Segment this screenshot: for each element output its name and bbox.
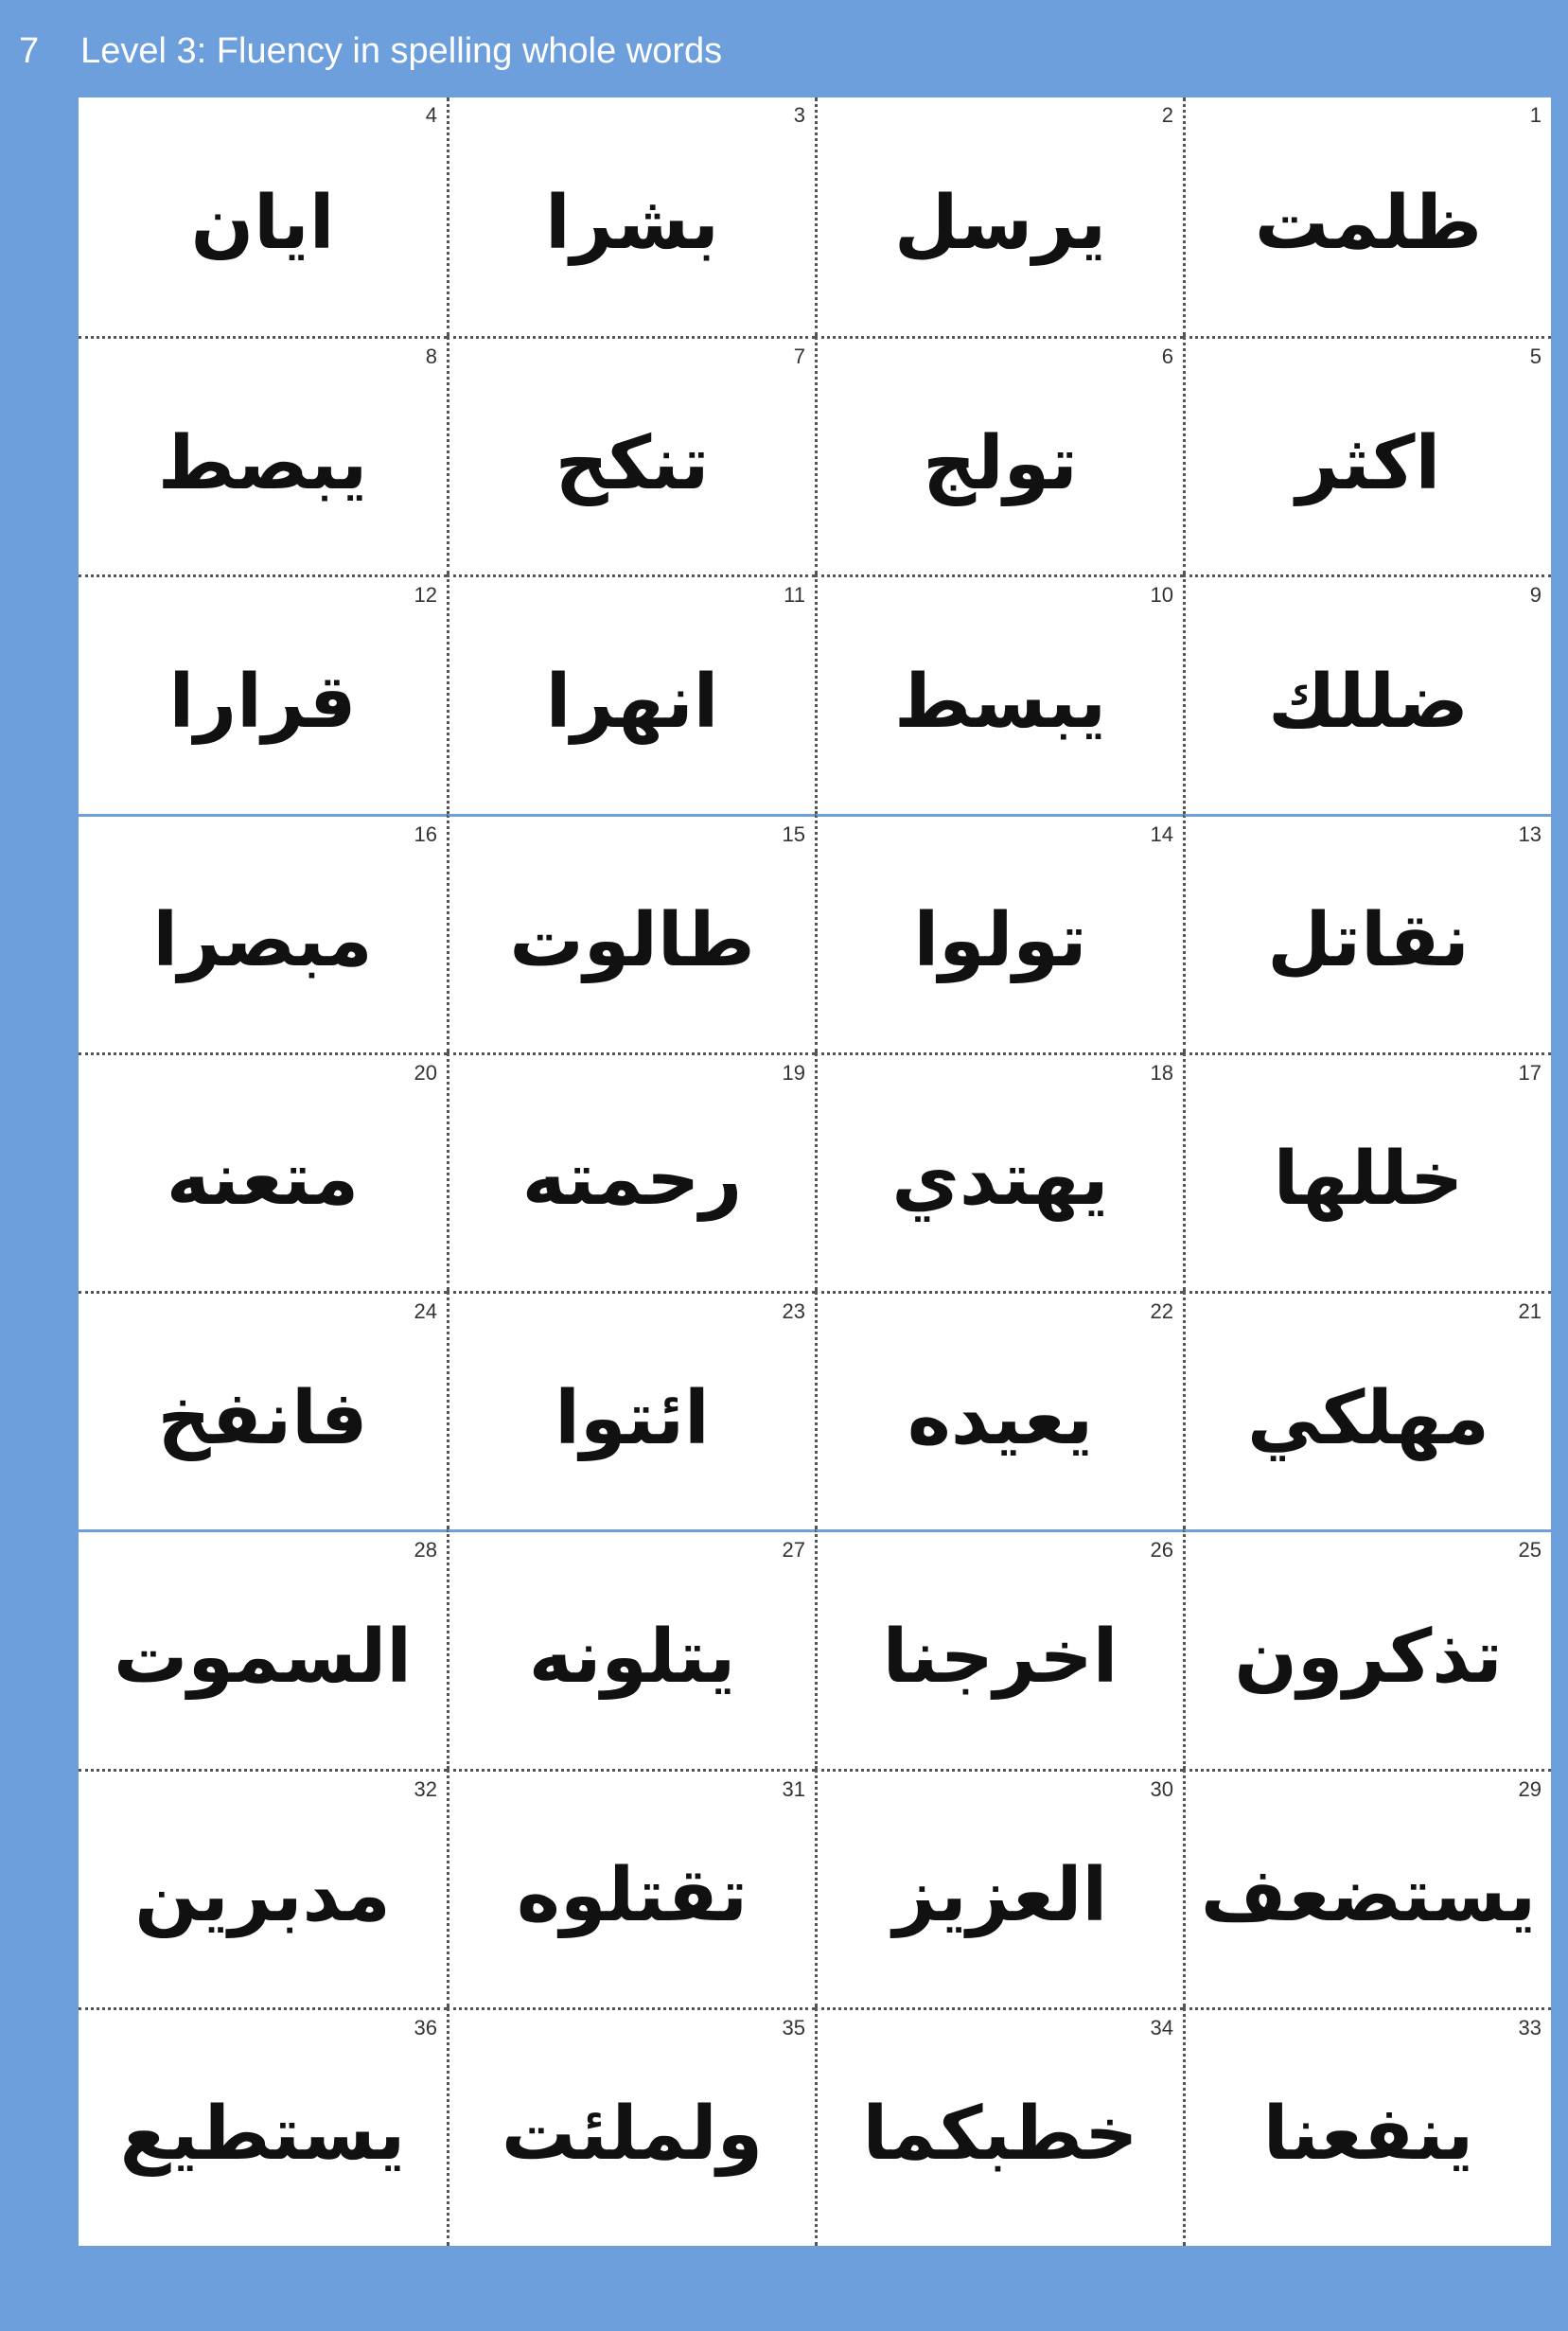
card-word: يبصط bbox=[157, 420, 368, 506]
word-card bbox=[447, 1052, 815, 1291]
card-number: 12 bbox=[414, 583, 437, 608]
word-card bbox=[79, 1529, 447, 1768]
card-number: 18 bbox=[1150, 1060, 1173, 1085]
card-number: 21 bbox=[1518, 1299, 1542, 1324]
card-word: ايان bbox=[190, 181, 335, 267]
word-card bbox=[447, 336, 815, 574]
card-word: مهلكي bbox=[1247, 1375, 1489, 1461]
word-card bbox=[1183, 574, 1551, 813]
card-number: 2 bbox=[1161, 103, 1173, 127]
card-number: 19 bbox=[782, 1060, 805, 1085]
card-word: رحمته bbox=[521, 1137, 743, 1223]
card-word: اكثر bbox=[1295, 420, 1441, 506]
card-number: 32 bbox=[414, 1776, 437, 1801]
word-card bbox=[1183, 1291, 1551, 1529]
card-word: يستطيع bbox=[119, 2092, 406, 2178]
word-card bbox=[815, 1052, 1183, 1291]
word-card bbox=[79, 1291, 447, 1529]
card-word: تولوا bbox=[913, 898, 1087, 984]
card-word: تذكرون bbox=[1234, 1614, 1503, 1700]
card-number: 7 bbox=[793, 344, 805, 369]
card-word: ائتوا bbox=[555, 1375, 710, 1461]
card-number: 8 bbox=[425, 344, 437, 369]
card-word: بشرا bbox=[545, 181, 719, 267]
card-word: تنكح bbox=[555, 420, 710, 506]
card-word: نقاتل bbox=[1267, 898, 1470, 984]
card-word: قرارا bbox=[168, 660, 357, 746]
card-number: 15 bbox=[782, 821, 805, 846]
word-card bbox=[79, 574, 447, 813]
card-word: خللها bbox=[1273, 1137, 1464, 1223]
card-number: 31 bbox=[782, 1776, 805, 1801]
card-word: يستضعف bbox=[1200, 1853, 1537, 1939]
card-number: 24 bbox=[414, 1299, 437, 1324]
word-card bbox=[79, 97, 447, 336]
word-card bbox=[1183, 1052, 1551, 1291]
card-number: 14 bbox=[1150, 821, 1173, 846]
card-word: فانفخ bbox=[157, 1375, 368, 1461]
card-word: يبسط bbox=[893, 660, 1107, 746]
word-card bbox=[79, 814, 447, 1052]
card-number: 30 bbox=[1150, 1776, 1173, 1801]
word-card bbox=[79, 2007, 447, 2246]
card-number: 25 bbox=[1518, 1538, 1542, 1563]
card-word: يرسل bbox=[893, 181, 1107, 267]
card-word: اخرجنا bbox=[882, 1614, 1119, 1700]
card-number: 1 bbox=[1529, 103, 1542, 127]
card-number: 27 bbox=[782, 1538, 805, 1563]
card-word: السموت bbox=[114, 1614, 412, 1700]
word-card bbox=[1183, 1529, 1551, 1768]
card-number: 34 bbox=[1150, 2015, 1173, 2040]
word-card bbox=[815, 1529, 1183, 1768]
card-number: 29 bbox=[1518, 1776, 1542, 1801]
card-number: 33 bbox=[1518, 2015, 1542, 2040]
card-number: 9 bbox=[1529, 583, 1542, 608]
word-card bbox=[815, 2007, 1183, 2246]
word-card bbox=[815, 574, 1183, 813]
card-word: يعيده bbox=[907, 1375, 1094, 1461]
card-number: 3 bbox=[793, 103, 805, 127]
card-word: العزيز bbox=[892, 1853, 1108, 1939]
card-number: 36 bbox=[414, 2015, 437, 2040]
word-card bbox=[447, 1291, 815, 1529]
card-word: ظلمت bbox=[1254, 181, 1483, 267]
card-word: ينفعنا bbox=[1262, 2092, 1474, 2178]
page-title: Level 3: Fluency in spelling whole words bbox=[80, 31, 723, 71]
word-card bbox=[1183, 97, 1551, 336]
word-card bbox=[815, 1769, 1183, 2007]
card-word: ضللك bbox=[1268, 660, 1469, 746]
word-card bbox=[1183, 814, 1551, 1052]
word-card bbox=[447, 2007, 815, 2246]
page-header bbox=[19, 23, 722, 79]
card-number: 6 bbox=[1161, 344, 1173, 369]
card-number: 13 bbox=[1518, 821, 1542, 846]
card-word: طالوت bbox=[509, 898, 755, 984]
card-number: 23 bbox=[782, 1299, 805, 1324]
card-number: 5 bbox=[1529, 344, 1542, 369]
card-number: 26 bbox=[1150, 1538, 1173, 1563]
word-card bbox=[1183, 2007, 1551, 2246]
card-word: ولملئت bbox=[501, 2092, 764, 2178]
card-number: 22 bbox=[1150, 1299, 1173, 1324]
card-word: تقتلوه bbox=[516, 1853, 749, 1939]
card-number: 35 bbox=[782, 2015, 805, 2040]
word-card bbox=[1183, 336, 1551, 574]
card-word: انهرا bbox=[545, 660, 719, 746]
word-card bbox=[79, 1052, 447, 1291]
card-word: مبصرا bbox=[152, 898, 373, 984]
word-card bbox=[79, 1769, 447, 2007]
word-card bbox=[1183, 1769, 1551, 2007]
card-word: يتلونه bbox=[528, 1614, 736, 1700]
card-word: مدبرين bbox=[134, 1853, 391, 1939]
word-card bbox=[447, 574, 815, 813]
word-card bbox=[815, 97, 1183, 336]
word-card bbox=[815, 814, 1183, 1052]
card-number: 16 bbox=[414, 821, 437, 846]
word-card bbox=[79, 336, 447, 574]
page-number: 7 bbox=[19, 31, 40, 71]
card-number: 4 bbox=[425, 103, 437, 127]
word-card bbox=[447, 1769, 815, 2007]
card-word: تولج bbox=[923, 420, 1078, 506]
card-number: 11 bbox=[784, 583, 805, 608]
word-card-grid bbox=[79, 97, 1551, 2246]
card-number: 10 bbox=[1150, 583, 1173, 608]
card-word: يهتدي bbox=[891, 1137, 1109, 1223]
word-card bbox=[447, 1529, 815, 1768]
card-word: متعنه bbox=[166, 1137, 360, 1223]
word-card bbox=[815, 336, 1183, 574]
word-card bbox=[447, 814, 815, 1052]
card-word: خطبكما bbox=[862, 2092, 1138, 2178]
card-number: 20 bbox=[414, 1060, 437, 1085]
word-card bbox=[815, 1291, 1183, 1529]
card-number: 17 bbox=[1518, 1060, 1542, 1085]
word-card bbox=[447, 97, 815, 336]
card-number: 28 bbox=[414, 1538, 437, 1563]
